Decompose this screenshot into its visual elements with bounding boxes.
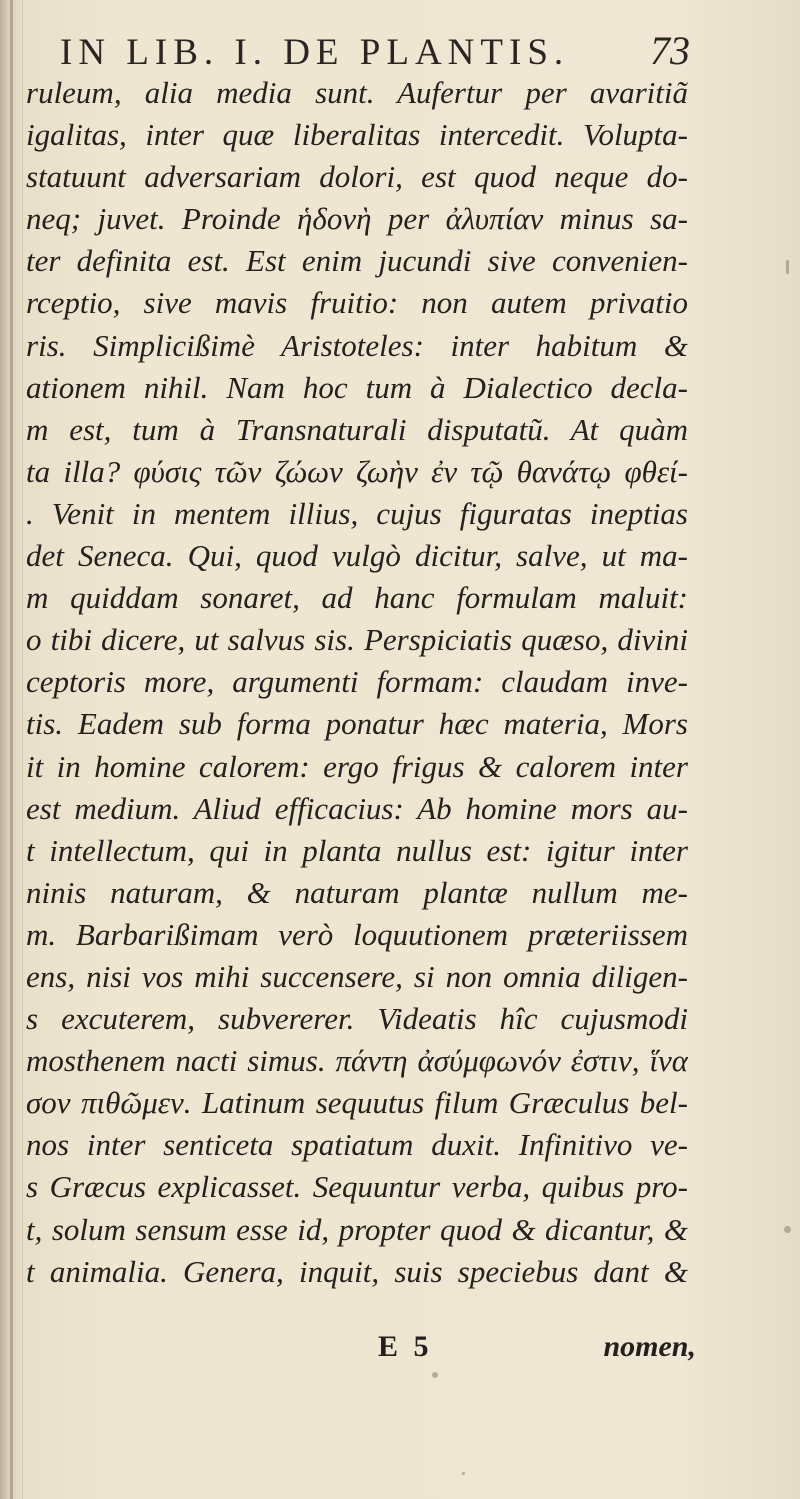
text-line: m quiddam sonaret, ad hanc formulam maluit: [26, 580, 688, 616]
text-line: ter definita est. Est enim jucundi sive convenien- [26, 243, 688, 279]
binding-gutter [10, 0, 13, 1499]
text-line: rceptio, sive mavis fruitio: non autem privatio [26, 285, 688, 321]
text-line: ta illa? φύσις τῶν ζώων ζωὴν ἐν τῷ θανάτῳ φθεί- [26, 453, 688, 489]
text-line: ris. Simplicißimè Aristoteles: inter habitum & [26, 327, 688, 363]
text-line: tis. Eadem sub forma ponatur hæc materia, Mors [26, 706, 688, 742]
text-line: nos inter senticeta spatiatum duxit. Infinitivo ve- [26, 1127, 688, 1163]
text-line: ruleum, alia media sunt. Aufertur per avaritiã [26, 75, 688, 110]
text-line: ceptoris more, argumenti formam: claudam inve- [26, 664, 688, 700]
text-line: m est, tum à Transnaturali disputatũ. At quàm [26, 411, 688, 447]
running-head [60, 28, 690, 74]
text-line: neq; juvet. Proinde ἡδονὴ per ἀλυπίαν minus sa- [26, 201, 688, 237]
running-title: IN LIB. I. DE PLANTIS. [60, 32, 570, 73]
text-line: o tibi dicere, ut salvus sis. Perspiciatis quæso, divini [26, 622, 688, 658]
text-line: mosthenem nacti simus. πάντη ἀσύμφωνόν ἐστιν, ἵνα [26, 1043, 688, 1079]
text-line: t, solum sensum esse id, propter quod & dicantur, & [26, 1211, 688, 1247]
text-line: σον πιθῶμεν. Latinum sequutus filum Græculus bel- [26, 1085, 688, 1121]
text-line: t animalia. Genera, inquit, suis speciebus dant & [26, 1253, 688, 1289]
page-number: 73 [650, 28, 690, 73]
page-footer [26, 1330, 696, 1370]
text-line: . Venit in mentem illius, cujus figuratas ineptias [26, 495, 688, 531]
text-line: s excuterem, subvererer. Videatis hîc cujusmodi [26, 1001, 688, 1037]
catchword: nomen, [603, 1330, 696, 1363]
text-line: ninis naturam, & naturam plantæ nullum me- [26, 874, 688, 910]
text-line: est medium. Aliud efficacius: Ab homine mors au- [26, 790, 688, 826]
text-line: m. Barbarißimam verò loquutionem præteriissem [26, 916, 688, 952]
text-line: s Græcus explicasset. Sequuntur verba, quibus pro- [26, 1169, 688, 1205]
text-line: statuunt adversariam dolori, est quod neque do- [26, 159, 688, 195]
paper-speck [462, 1472, 465, 1475]
binding-gutter-shadow [22, 0, 23, 1499]
paper-speck [786, 260, 789, 274]
text-line: it in homine calorem: ergo frigus & calorem inter [26, 748, 688, 784]
body-text [26, 72, 688, 1293]
text-line: t intellectum, qui in planta nullus est: igitur inter [26, 832, 688, 868]
text-line: igalitas, inter quæ liberalitas intercedit. Volupta- [26, 117, 688, 153]
text-line: ens, nisi vos mihi succensere, si non omnia diligen- [26, 958, 688, 994]
text-line: det Seneca. Qui, quod vulgò dicitur, salve, ut ma- [26, 538, 688, 574]
text-line: ationem nihil. Nam hoc tum à Dialectico decla- [26, 369, 688, 405]
signature-mark: E 5 [378, 1330, 433, 1363]
paper-speck [784, 1226, 791, 1233]
paper-speck [432, 1372, 438, 1378]
